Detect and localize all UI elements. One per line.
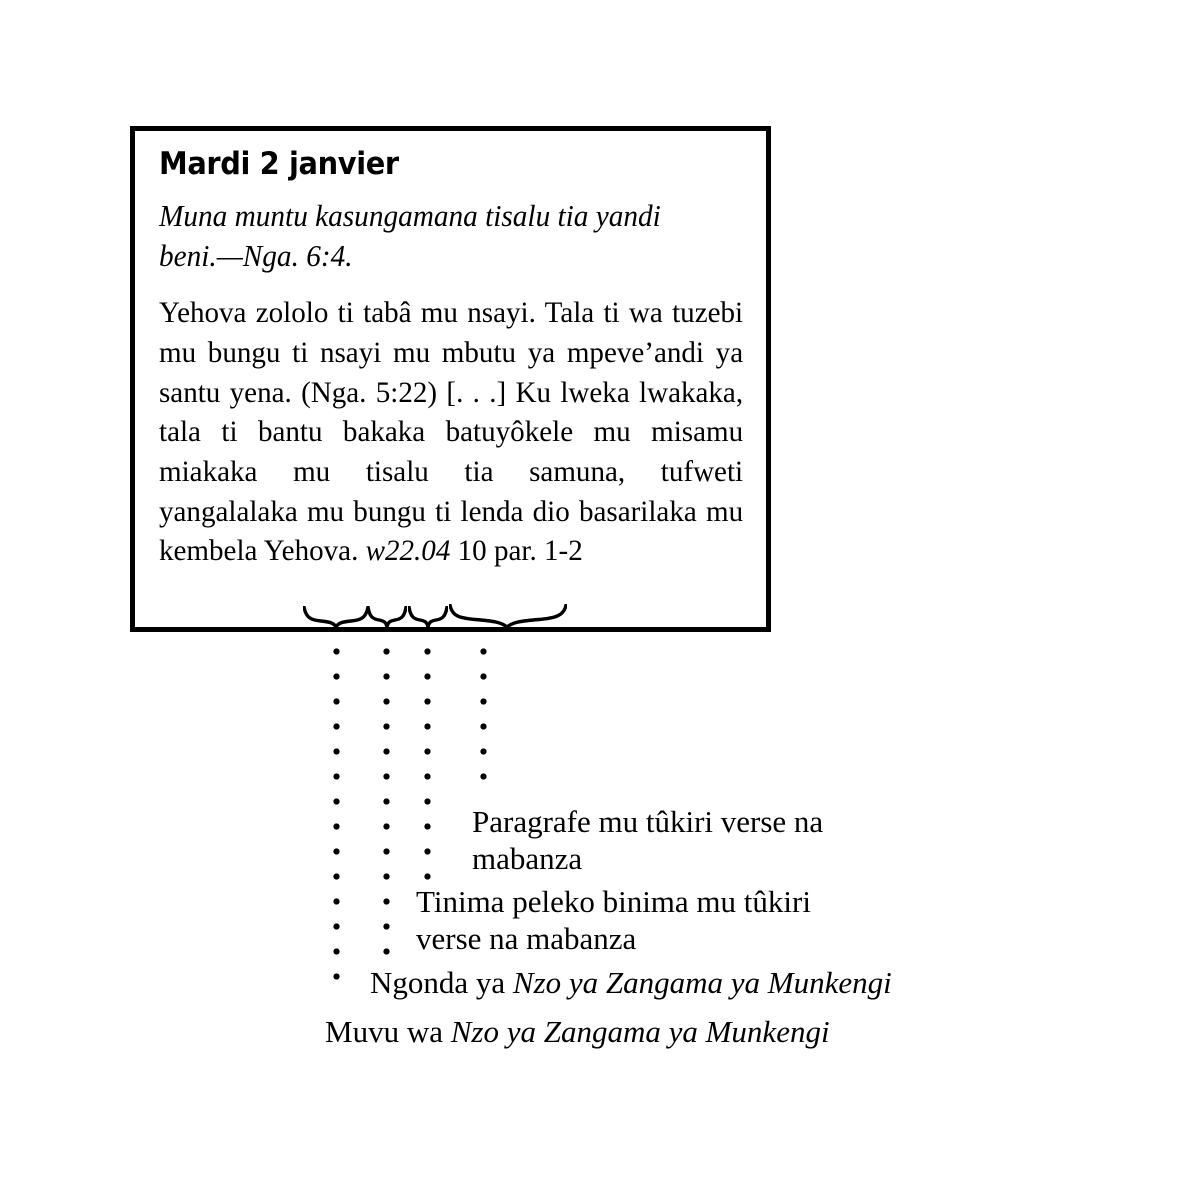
callout-issue-label bbox=[370, 965, 892, 1002]
theme-scripture-text: Muna muntu kasungamana tisalu tia yandi beni.—Nga. 6:4. bbox=[159, 198, 661, 273]
callout-issue-publication-title: Nzo ya Zangama ya Munkengi bbox=[512, 965, 892, 1000]
callout-paragraph-line2: mabanza bbox=[472, 840, 583, 876]
body-paragraph bbox=[159, 294, 743, 572]
callout-year-label bbox=[325, 1014, 830, 1051]
brace-page-icon bbox=[408, 606, 448, 628]
leader-line-page bbox=[424, 648, 431, 880]
paragraph-range: 1-2 bbox=[543, 535, 583, 568]
callout-year-publication-title: Nzo ya Zangama ya Munkengi bbox=[450, 1014, 830, 1049]
brace-issue-icon bbox=[367, 606, 407, 628]
brace-paragraph-icon bbox=[449, 604, 567, 628]
paragraph-word: par. bbox=[493, 535, 537, 568]
callout-year-prefix: Muvu wa bbox=[325, 1014, 451, 1049]
callout-paragraph-line1: Paragrafe mu tûkiri verse na bbox=[472, 804, 824, 839]
brace-year-icon bbox=[303, 606, 369, 628]
leader-line-year bbox=[333, 648, 340, 998]
callout-page-line1: Tinima peleko binima mu tûkiri bbox=[416, 884, 811, 919]
page-number-reference: 10 bbox=[457, 535, 487, 568]
leader-line-issue bbox=[383, 648, 390, 958]
publication-reference: w22.04 bbox=[365, 535, 451, 568]
callout-paragraph-label bbox=[472, 804, 942, 877]
body-paragraph-main-text: Yehova zololo ti tabâ mu nsayi. Tala ti wa tuzebi mu bungu ti nsayi mu mbutu ya mpeve’andi ya santu yena. (Nga. 5:22) [. . .] Ku lweka lwakaka, tala ti bantu bakaka batuyôkele mu misamu miakaka mu tisalu tia samuna, tufweti yangalalaka mu bungu ti lenda dio basarilaka mu kembela Yehova. bbox=[159, 297, 744, 568]
callout-issue-prefix: Ngonda ya bbox=[370, 965, 513, 1000]
citation-box bbox=[130, 126, 771, 632]
leader-line-paragraph bbox=[480, 648, 487, 796]
citation-box-content bbox=[159, 148, 744, 572]
day-heading: Mardi 2 janvier bbox=[159, 146, 399, 182]
callout-page-label bbox=[416, 884, 926, 957]
callout-page-line2: verse na mabanza bbox=[416, 920, 637, 956]
